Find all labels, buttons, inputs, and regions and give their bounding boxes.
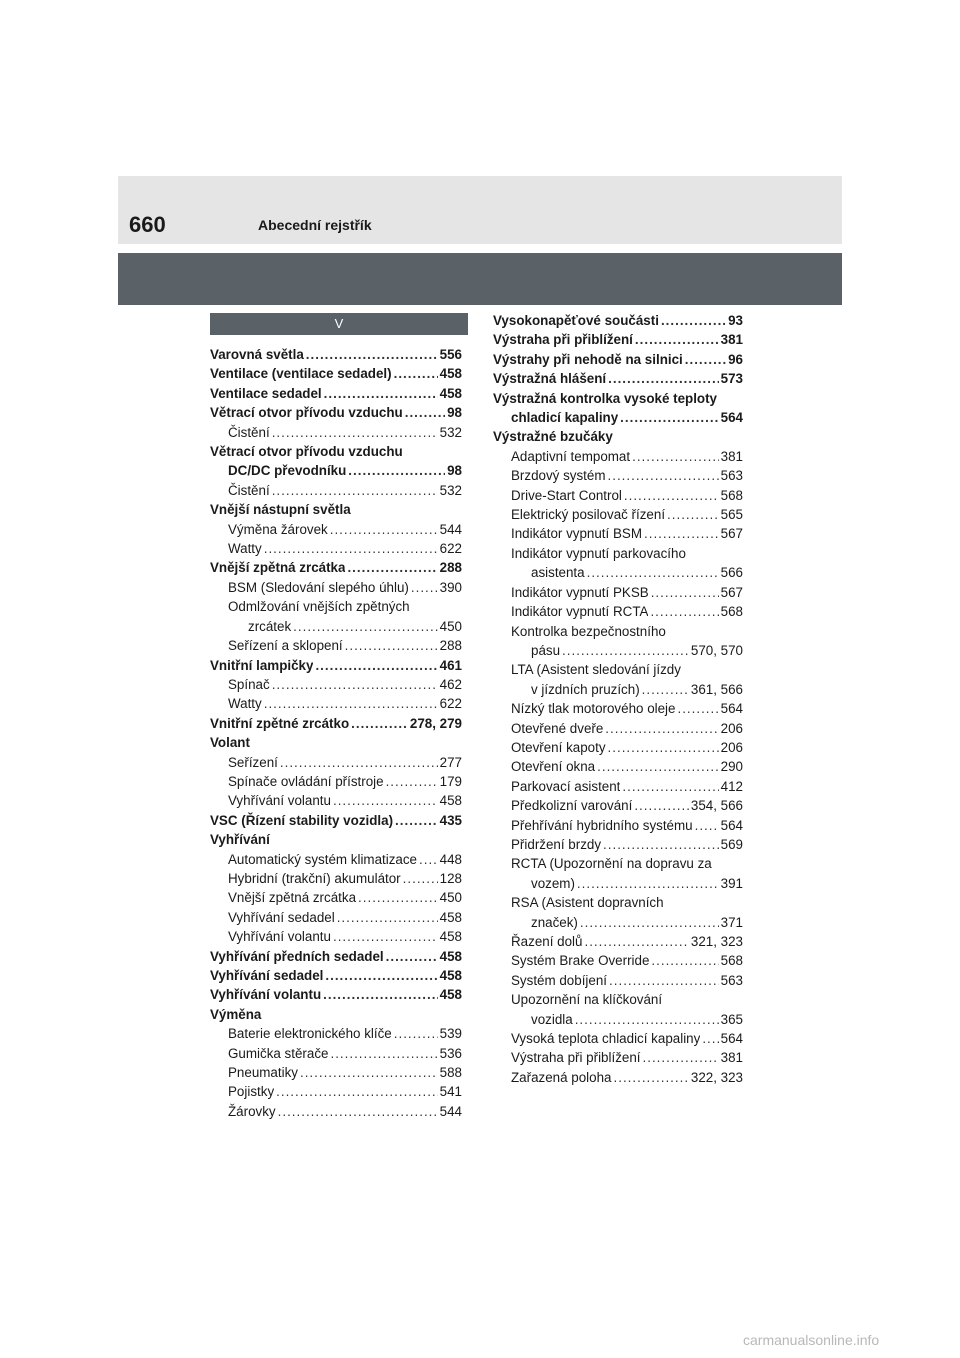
index-entry: Výměna: [210, 1006, 262, 1022]
dot-leader: [300, 1063, 438, 1082]
index-entry: RSA (Asistent dopravních: [511, 895, 664, 911]
index-entry: [493, 777, 743, 796]
dot-leader: [411, 578, 438, 597]
entry-text: Ventilace (ventilace sedadel): [210, 366, 392, 382]
entry-page: 564: [720, 817, 743, 833]
dot-leader: [333, 927, 438, 946]
dot-leader: [587, 563, 719, 582]
dot-leader: [264, 539, 438, 558]
entry-text: Automatický systém klimatizace: [228, 851, 418, 867]
entry-text: Otevření kapoty: [511, 739, 606, 755]
dot-leader: [306, 345, 438, 364]
entry-text: VSC (Řízení stability vozidla): [210, 812, 394, 828]
entry-text: Ventilace sedadel: [210, 385, 322, 401]
index-entry: [493, 719, 743, 738]
dot-leader: [562, 641, 689, 660]
entry-text: Watty: [228, 541, 262, 557]
entry-text: Nízký tlak motorového oleje: [511, 701, 676, 717]
dot-leader: [386, 772, 438, 791]
index-entry: [210, 1044, 462, 1063]
index-entry: [210, 753, 462, 772]
index-entry: [493, 563, 743, 582]
index-entry: [493, 505, 743, 524]
index-entry: [210, 520, 462, 539]
index-entry: Vyhřívání: [210, 832, 270, 848]
index-entry: [210, 694, 462, 713]
index-entry: [210, 461, 462, 480]
dot-leader: [395, 811, 438, 830]
entry-text: Spínače ovládání přístroje: [228, 773, 384, 789]
dot-leader: [324, 384, 438, 403]
index-entry: [493, 680, 743, 699]
entry-text: Výstrahy při nehodě na silnici: [493, 351, 683, 367]
dot-leader: [394, 1024, 438, 1043]
entry-page: 321, 323: [690, 934, 743, 949]
index-column-left: [210, 345, 462, 1121]
entry-page: 568: [720, 487, 743, 503]
dot-leader: [394, 364, 438, 383]
entry-page: 458: [439, 968, 462, 983]
index-entry: Indikátor vypnutí parkovacího: [511, 545, 686, 561]
entry-text: Indikátor vypnutí PKSB: [511, 584, 649, 600]
dot-leader: [580, 913, 719, 932]
dot-leader: [330, 520, 438, 539]
index-entry: [493, 524, 743, 543]
index-entry: [493, 583, 743, 602]
entry-text: Pojistky: [228, 1084, 275, 1100]
index-entry: [493, 408, 743, 427]
index-entry: [493, 932, 743, 951]
dot-leader: [293, 617, 437, 636]
index-entry: Výstražné bzučáky: [493, 429, 613, 445]
entry-text: Watty: [228, 696, 262, 712]
entry-text: Vyhřívání sedadel: [210, 968, 324, 983]
entry-text: Vyhřívání sedadel: [228, 909, 335, 925]
index-entry: [493, 1010, 743, 1029]
entry-page: 96: [728, 351, 743, 367]
entry-page: 354, 566: [690, 798, 743, 814]
entry-page: 391: [720, 875, 743, 891]
dot-leader: [337, 908, 438, 927]
entry-page: 565: [720, 507, 743, 523]
index-entry: [210, 888, 462, 907]
entry-text: Systém dobíjení: [511, 972, 608, 988]
entry-text: značek): [531, 914, 578, 930]
index-entry: [493, 350, 743, 369]
entry-text: BSM (Sledování slepého úhlu): [228, 579, 409, 595]
dot-leader: [386, 947, 438, 966]
dot-leader: [651, 583, 719, 602]
dot-leader: [624, 486, 719, 505]
entry-page: 412: [720, 778, 743, 794]
entry-page: 277: [439, 754, 462, 770]
entry-text: Vnější zpětná zrcátka: [228, 890, 357, 906]
dot-leader: [614, 1068, 689, 1087]
index-entry: [210, 927, 462, 946]
entry-page: 622: [439, 541, 462, 557]
entry-page: 544: [439, 521, 462, 537]
dot-leader: [695, 816, 719, 835]
dot-leader: [608, 466, 719, 485]
index-entry: [210, 617, 462, 636]
dot-leader: [358, 888, 438, 907]
dot-leader: [608, 369, 719, 388]
index-entry: [493, 699, 743, 718]
entry-page: 361, 566: [690, 681, 743, 697]
dot-leader: [345, 636, 438, 655]
dot-leader: [323, 985, 438, 1004]
index-entry: Kontrolka bezpečnostního: [511, 623, 666, 639]
index-entry: [210, 772, 462, 791]
section-letter-bar: V: [210, 313, 468, 335]
entry-page: 206: [720, 739, 743, 755]
entry-page: 365: [720, 1011, 743, 1027]
entry-text: Vyhřívání volantu: [228, 793, 331, 809]
watermark: carmanualsonline.info: [743, 1332, 880, 1348]
entry-text: Čistění: [228, 424, 270, 440]
entry-text: Přidržení brzdy: [511, 836, 602, 852]
dot-leader: [643, 1048, 719, 1067]
dot-leader: [702, 1029, 718, 1048]
entry-page: 536: [439, 1045, 462, 1061]
entry-page: 461: [439, 657, 462, 673]
index-entry: Větrací otvor přívodu vzduchu: [210, 444, 403, 460]
entry-text: Pneumatiky: [228, 1065, 298, 1081]
entry-page: 278, 279: [409, 715, 462, 731]
index-entry: [493, 835, 743, 854]
index-entry: [210, 1082, 462, 1101]
dot-leader: [650, 602, 718, 621]
index-entry: [210, 364, 462, 383]
dot-leader: [272, 423, 438, 442]
dot-leader: [609, 971, 719, 990]
entry-text: Otevřené dveře: [511, 720, 604, 736]
entry-page: 532: [439, 424, 462, 440]
dot-leader: [280, 753, 438, 772]
dot-leader: [264, 694, 438, 713]
entry-text: Vyhřívání volantu: [228, 929, 331, 945]
entry-page: 568: [720, 953, 743, 969]
index-entry: [210, 850, 462, 869]
entry-text: Parkovací asistent: [511, 778, 621, 794]
entry-text: Seřízení: [228, 754, 278, 770]
index-entry: Vnější nástupní světla: [210, 502, 351, 518]
index-entry: [210, 811, 462, 830]
index-entry: [493, 971, 743, 990]
entry-page: 567: [720, 584, 743, 600]
entry-text: Spínač: [228, 676, 270, 692]
entry-page: 381: [720, 448, 743, 464]
entry-text: Systém Brake Override: [511, 953, 650, 969]
entry-text: Indikátor vypnutí RCTA: [511, 604, 649, 620]
dot-leader: [597, 757, 719, 776]
entry-text: asistenta: [531, 565, 585, 581]
entry-text: Brzdový systém: [511, 468, 606, 484]
dot-leader: [677, 699, 718, 718]
entry-page: 458: [439, 793, 462, 809]
entry-page: 564: [720, 1031, 743, 1047]
index-entry: [210, 714, 462, 733]
index-entry: [210, 791, 462, 810]
entry-page: 93: [728, 313, 743, 328]
dot-leader: [635, 330, 719, 349]
dot-leader: [632, 447, 719, 466]
entry-text: Zařazená poloha: [511, 1069, 612, 1085]
entry-page: 458: [439, 929, 462, 945]
index-entry: [210, 481, 462, 500]
index-entry: [493, 1029, 743, 1048]
dot-leader: [661, 311, 726, 330]
header-title: Abecední rejstřík: [258, 217, 372, 233]
index-entry: [210, 966, 462, 985]
index-entry: Výstražná kontrolka vysoké teploty: [493, 390, 718, 406]
dot-leader: [348, 461, 445, 480]
entry-page: 564: [720, 701, 743, 717]
entry-page: 458: [439, 987, 462, 1003]
entry-text: Vnější zpětná zrcátka: [210, 560, 346, 576]
index-entry: [493, 757, 743, 776]
entry-text: zrcátek: [248, 618, 292, 634]
entry-text: Větrací otvor přívodu vzduchu: [210, 405, 403, 421]
entry-page: 179: [439, 773, 462, 789]
entry-text: Vnitřní lampičky: [210, 657, 314, 673]
dot-leader: [634, 796, 689, 815]
entry-page: 541: [439, 1084, 462, 1100]
entry-page: 532: [439, 482, 462, 498]
entry-page: 450: [439, 618, 462, 634]
index-entry: [493, 641, 743, 660]
entry-text: vozem): [531, 875, 575, 891]
entry-text: Předkolizní varování: [511, 798, 633, 814]
entry-text: Výstraha při přiblížení: [511, 1050, 641, 1066]
entry-text: DC/DC převodníku: [228, 463, 347, 479]
index-entry: [493, 311, 743, 330]
dot-leader: [325, 966, 437, 985]
dot-leader: [272, 481, 438, 500]
dot-leader: [651, 951, 718, 970]
entry-page: 290: [720, 759, 743, 775]
dot-leader: [405, 403, 445, 422]
index-entry: [493, 466, 743, 485]
entry-page: 322, 323: [690, 1069, 743, 1085]
header-band: [118, 176, 842, 244]
entry-page: 458: [439, 366, 462, 382]
entry-text: Přehřívání hybridního systému: [511, 817, 693, 833]
dot-leader: [584, 932, 688, 951]
index-entry: [493, 874, 743, 893]
entry-text: Baterie elektronického klíče: [228, 1026, 392, 1042]
dot-leader: [278, 1102, 438, 1121]
dot-leader: [577, 874, 719, 893]
entry-text: Varovná světla: [210, 347, 304, 362]
entry-page: 458: [439, 948, 462, 964]
dot-leader: [603, 835, 719, 854]
entry-text: Hybridní (trakční) akumulátor: [228, 870, 401, 886]
entry-page: 566: [720, 565, 743, 581]
dot-leader: [315, 656, 437, 675]
entry-text: Gumička stěrače: [228, 1045, 329, 1061]
entry-text: Žárovky: [228, 1103, 276, 1119]
entry-text: Seřízení a sklopení: [228, 638, 343, 654]
dot-leader: [330, 1044, 437, 1063]
index-entry: [493, 486, 743, 505]
index-entry: [210, 656, 462, 675]
dot-leader: [608, 738, 719, 757]
index-entry: [493, 1068, 743, 1087]
dot-leader: [276, 1082, 438, 1101]
index-entry: [210, 384, 462, 403]
dot-leader: [642, 680, 689, 699]
index-entry: [493, 369, 743, 388]
index-entry: [210, 675, 462, 694]
dark-band: [118, 253, 842, 305]
entry-page: 462: [439, 676, 462, 692]
entry-page: 371: [720, 914, 743, 930]
index-entry: [210, 1024, 462, 1043]
entry-text: Otevření okna: [511, 759, 596, 775]
entry-page: 458: [439, 385, 462, 401]
index-entry: [210, 423, 462, 442]
entry-page: 435: [439, 812, 462, 828]
entry-text: Vyhřívání předních sedadel: [210, 948, 384, 964]
dot-leader: [605, 719, 718, 738]
index-entry: [210, 908, 462, 927]
index-entry: [210, 1102, 462, 1121]
entry-text: vozidla: [531, 1011, 573, 1027]
entry-text: pásu: [531, 642, 561, 658]
entry-text: Indikátor vypnutí BSM: [511, 526, 642, 542]
index-entry: [493, 738, 743, 757]
dot-leader: [685, 350, 726, 369]
index-entry: LTA (Asistent sledování jízdy: [511, 662, 681, 678]
entry-text: Vysoká teplota chladicí kapaliny: [511, 1031, 701, 1047]
dot-leader: [351, 714, 408, 733]
index-entry: [493, 913, 743, 932]
index-entry: [210, 403, 462, 422]
entry-page: 288: [439, 638, 462, 654]
entry-page: 458: [439, 909, 462, 925]
index-entry: [210, 539, 462, 558]
index-entry: [493, 447, 743, 466]
entry-text: Řazení dolů: [511, 934, 583, 949]
entry-page: 556: [439, 347, 462, 362]
index-entry: [210, 869, 462, 888]
entry-page: 564: [720, 410, 743, 426]
entry-text: Výstražná hlášení: [493, 371, 607, 387]
entry-page: 567: [720, 526, 743, 542]
index-entry: [493, 796, 743, 815]
entry-page: 381: [720, 1050, 743, 1066]
entry-text: Čistění: [228, 482, 270, 498]
index-entry: Odmlžování vnějších zpětných: [228, 599, 410, 615]
entry-page: 206: [720, 720, 743, 736]
index-entry: RCTA (Upozornění na dopravu za: [511, 856, 712, 872]
index-column-right: [493, 311, 743, 1087]
entry-text: Výstraha při přiblížení: [493, 332, 633, 348]
entry-text: Vysokonapěťové součásti: [493, 313, 659, 328]
entry-text: chladicí kapaliny: [511, 410, 619, 426]
dot-leader: [347, 558, 437, 577]
entry-text: Výměna žárovek: [228, 521, 328, 537]
index-entry: [210, 345, 462, 364]
dot-leader: [272, 675, 438, 694]
index-entry: Volant: [210, 735, 250, 751]
index-entry: [493, 1048, 743, 1067]
index-entry: [210, 558, 462, 577]
page-number: 660: [129, 212, 166, 237]
entry-page: 563: [720, 972, 743, 988]
entry-page: 588: [439, 1065, 462, 1081]
index-entry: [210, 947, 462, 966]
entry-text: Adaptivní tempomat: [511, 448, 631, 464]
entry-page: 98: [447, 463, 462, 479]
entry-page: 98: [447, 405, 462, 421]
dot-leader: [403, 869, 438, 888]
dot-leader: [620, 408, 718, 427]
entry-page: 448: [439, 851, 462, 867]
entry-page: 544: [439, 1103, 462, 1119]
index-entry: [493, 330, 743, 349]
entry-page: 573: [720, 371, 743, 387]
entry-page: 381: [720, 332, 743, 348]
index-entry: [210, 1063, 462, 1082]
dot-leader: [622, 777, 718, 796]
index-entry: Upozornění na klíčkování: [511, 992, 663, 1008]
index-entry: [210, 578, 462, 597]
dot-leader: [575, 1010, 719, 1029]
dot-leader: [644, 524, 719, 543]
dot-leader: [333, 791, 438, 810]
entry-text: Elektrický posilovač řízení: [511, 507, 666, 523]
entry-page: 288: [439, 560, 462, 576]
entry-page: 568: [720, 604, 743, 620]
entry-text: v jízdních pruzích): [531, 681, 640, 697]
entry-page: 450: [439, 890, 462, 906]
entry-text: Vyhřívání volantu: [210, 987, 322, 1003]
entry-page: 539: [439, 1026, 462, 1042]
entry-page: 622: [439, 696, 462, 712]
index-entry: [493, 602, 743, 621]
index-entry: [210, 636, 462, 655]
entry-page: 390: [439, 579, 462, 595]
dot-leader: [667, 505, 719, 524]
dot-leader: [419, 850, 438, 869]
index-entry: [493, 951, 743, 970]
entry-page: 570, 570: [690, 642, 743, 658]
index-entry: [210, 985, 462, 1004]
entry-text: Vnitřní zpětné zrcátko: [210, 715, 350, 731]
index-entry: [493, 816, 743, 835]
entry-page: 128: [439, 870, 462, 886]
entry-page: 569: [720, 836, 743, 852]
entry-page: 563: [720, 468, 743, 484]
entry-text: Drive-Start Control: [511, 487, 622, 503]
